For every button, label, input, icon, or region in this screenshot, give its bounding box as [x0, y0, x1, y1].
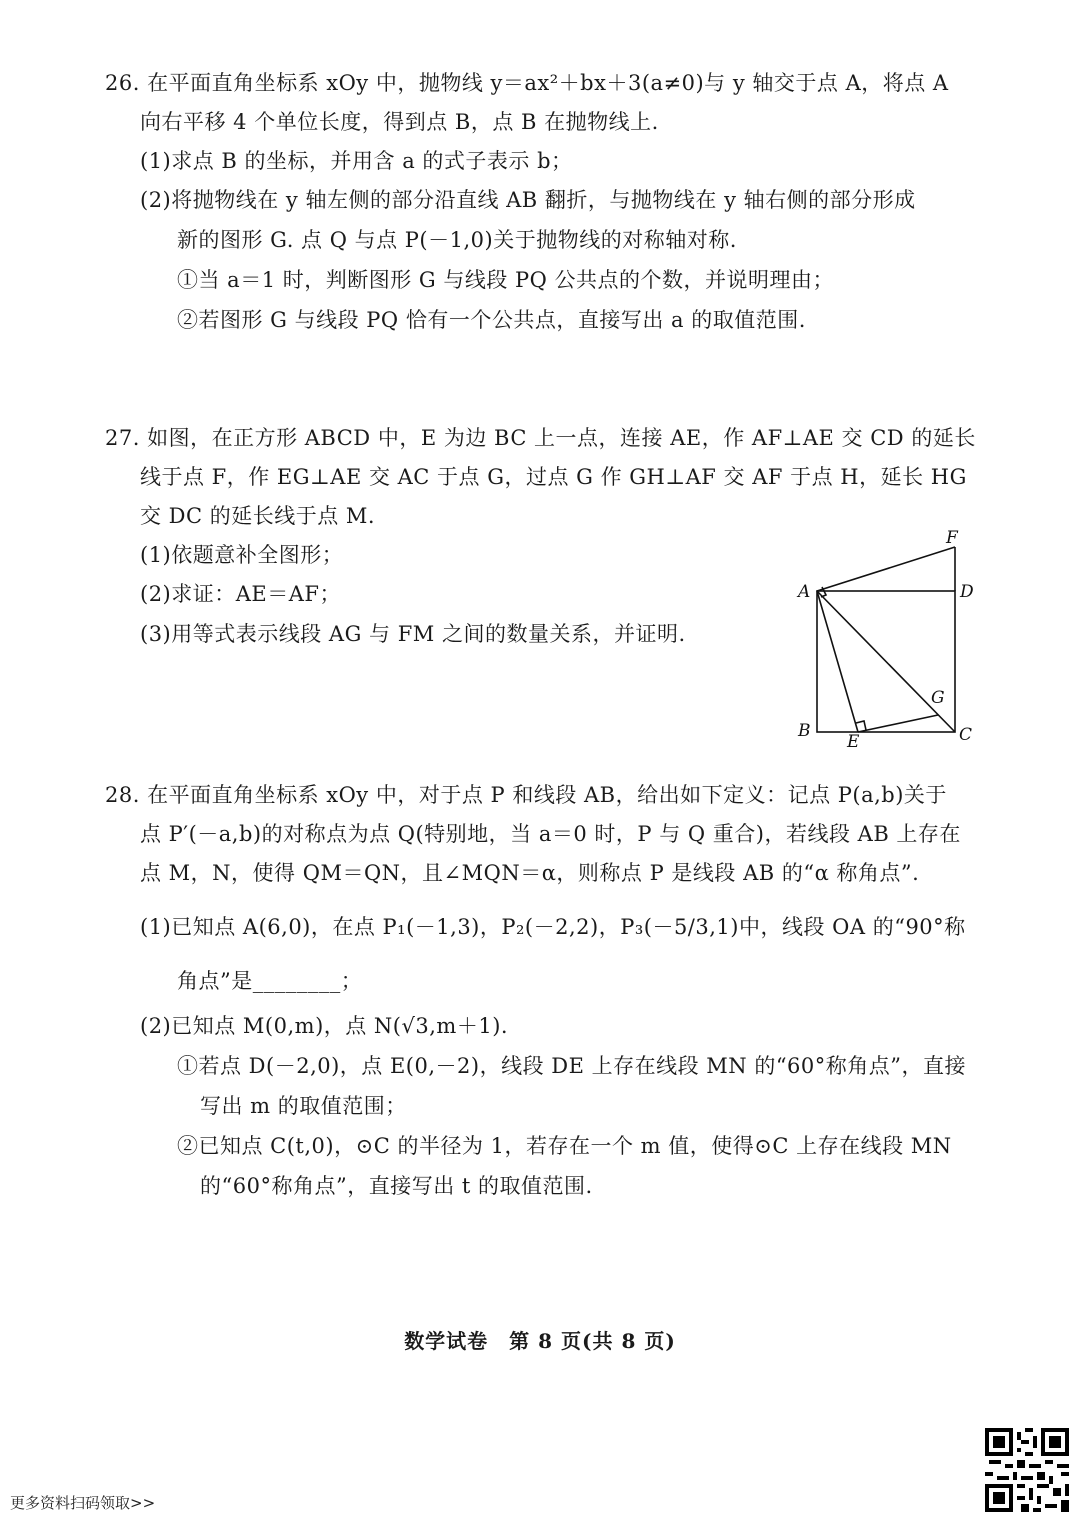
label-f: F — [946, 528, 958, 548]
label-b: B — [798, 721, 811, 741]
problem-line: 交 DC 的延长线于点 M. — [140, 504, 376, 528]
problem-line: (2)将抛物线在 y 轴左侧的部分沿直线 AB 翻折，与抛物线在 y 轴右侧的部分形成 — [140, 188, 916, 212]
more-resources-link[interactable]: 更多资料扫码领取>> — [10, 1494, 156, 1512]
square-abcd-figure — [790, 525, 990, 750]
problem-line: (1)依题意补全图形； — [140, 543, 344, 567]
problem-line: 26. 在平面直角坐标系 xOy 中，抛物线 y＝ax²＋bx＋3(a≠0)与 y 轴交于点 A，将点 A — [105, 71, 949, 95]
qr-code-icon — [985, 1428, 1069, 1512]
page-footer: 数学试卷 第 8 页(共 8 页) — [404, 1329, 676, 1353]
problem-line: (3)用等式表示线段 AG 与 FM 之间的数量关系，并证明. — [140, 622, 686, 646]
label-c: C — [959, 725, 973, 745]
problem-line: 线于点 F，作 EG⊥AE 交 AC 于点 G，过点 G 作 GH⊥AF 交 AF 于点 H，延长 HG — [140, 465, 967, 489]
problem-line: 角点”是________； — [177, 969, 363, 993]
problem-line: ②若图形 G 与线段 PQ 恰有一个公共点，直接写出 a 的取值范围. — [177, 308, 806, 332]
label-a: A — [798, 582, 811, 602]
problem-line: ①若点 D(－2,0)，点 E(0,－2)，线段 DE 上存在线段 MN 的“60°称角点”，直接 — [177, 1054, 967, 1078]
problem-line: ①当 a＝1 时，判断图形 G 与线段 PQ 公共点的个数，并说明理由； — [177, 268, 835, 292]
problem-line: 点 M，N，使得 QM＝QN，且∠MQN＝α，则称点 P 是线段 AB 的“α 称角点”. — [140, 861, 920, 885]
problem-line: (1)求点 B 的坐标，并用含 a 的式子表示 b； — [140, 149, 573, 173]
problem-line: (2)已知点 M(0,m)，点 N(√3,m＋1). — [140, 1014, 509, 1038]
label-e: E — [847, 732, 860, 750]
problem-line: 新的图形 G. 点 Q 与点 P(－1,0)关于抛物线的对称轴对称. — [177, 228, 737, 252]
label-d: D — [960, 582, 974, 602]
problem-line: 的“60°称角点”，直接写出 t 的取值范围. — [200, 1174, 593, 1198]
problem-line: 28. 在平面直角坐标系 xOy 中，对于点 P 和线段 AB，给出如下定义：记点 P(a,b)关于 — [105, 783, 947, 807]
problem-line: 向右平移 4 个单位长度，得到点 B，点 B 在抛物线上. — [140, 110, 659, 134]
problem-line: 写出 m 的取值范围； — [200, 1094, 407, 1118]
label-g: G — [931, 688, 945, 708]
problem-line: ②已知点 C(t,0)，⊙C 的半径为 1，若存在一个 m 值，使得⊙C 上存在线段 MN — [177, 1134, 952, 1158]
problem-line: 27. 如图，在正方形 ABCD 中，E 为边 BC 上一点，连接 AE，作 AF⊥AE 交 CD 的延长 — [105, 426, 976, 450]
problem-line: (2)求证：AE＝AF； — [140, 582, 341, 606]
problem-line: (1)已知点 A(6,0)，在点 P₁(－1,3)，P₂(－2,2)，P₃(－5/3,1)中，线段 OA 的“90°称 — [140, 915, 966, 939]
problem-line: 点 P′(－a,b)的对称点为点 Q(特别地，当 a＝0 时，P 与 Q 重合)，若线段 AB 上存在 — [140, 822, 961, 846]
